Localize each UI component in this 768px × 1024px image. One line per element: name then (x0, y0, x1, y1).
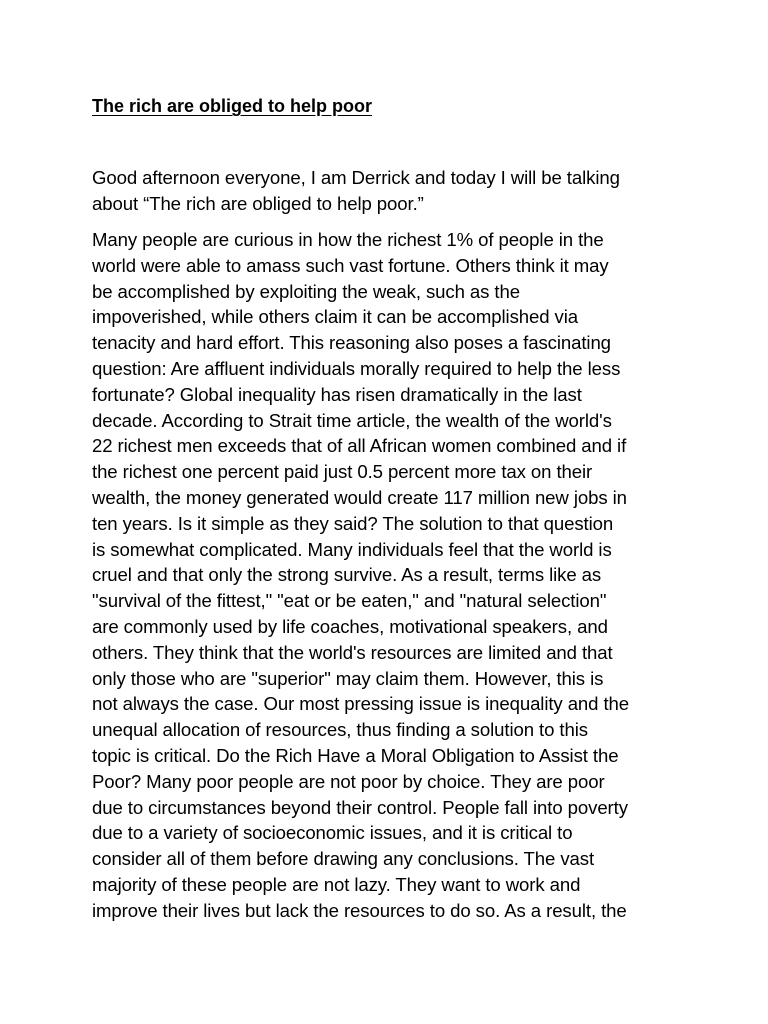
text-line: be accomplished by exploiting the weak, such as the (92, 280, 520, 302)
text-line: is somewhat complicated. Many individuals feel that the world is (92, 538, 612, 560)
text-line: only those who are "superior" may claim them. However, this is (92, 667, 604, 689)
paragraph-body (92, 227, 629, 924)
text-line: due to a variety of socioeconomic issues, and it is critical to (92, 822, 573, 844)
paragraph-intro (92, 165, 620, 217)
text-line: improve their lives but lack the resources to do so. As a result, the (92, 899, 627, 921)
text-line: others. They think that the world's resources are limited and that (92, 641, 613, 663)
text-line: ten years. Is it simple as they said? The solution to that question (92, 512, 614, 534)
text-line: tenacity and hard effort. This reasoning also poses a fascinating (92, 332, 611, 354)
text-line: majority of these people are not lazy. They want to work and (92, 873, 581, 895)
text-line: due to circumstances beyond their control. People fall into poverty (92, 796, 628, 818)
text-line: "survival of the fittest," "eat or be eaten," and "natural selection" (92, 590, 607, 612)
text-line: topic is critical. Do the Rich Have a Moral Obligation to Assist the (92, 744, 619, 766)
text-line: world were able to amass such vast fortune. Others think it may (92, 254, 609, 276)
text-line: unequal allocation of resources, thus finding a solution to this (92, 719, 588, 741)
text-line: question: Are affluent individuals morally required to help the less (92, 357, 621, 379)
text-line: 22 richest men exceeds that of all African women combined and if (92, 435, 627, 457)
text-line: Many people are curious in how the richest 1% of people in the (92, 229, 604, 250)
text-line: about “The rich are obliged to help poor.” (92, 192, 424, 214)
text-line: the richest one percent paid just 0.5 percent more tax on their (92, 461, 593, 483)
text-line: cruel and that only the strong survive. As a result, terms like as (92, 564, 602, 586)
text-line: fortunate? Global inequality has risen dramatically in the last (92, 383, 582, 405)
text-line: decade. According to Strait time article, the wealth of the world's (92, 409, 612, 431)
text-line: are commonly used by life coaches, motivational speakers, and (92, 615, 608, 637)
text-line: consider all of them before drawing any conclusions. The vast (92, 848, 595, 870)
text-line: Poor? Many poor people are not poor by choice. They are poor (92, 770, 605, 792)
text-line: Good afternoon everyone, I am Derrick and today I will be talking (92, 167, 620, 188)
document-title: The rich are obliged to help poor (92, 96, 373, 116)
text-line: not always the case. Our most pressing issue is inequality and the (92, 693, 630, 715)
text-line: impoverished, while others claim it can be accomplished via (92, 306, 579, 328)
text-line: wealth, the money generated would create 117 million new jobs in (92, 486, 627, 508)
